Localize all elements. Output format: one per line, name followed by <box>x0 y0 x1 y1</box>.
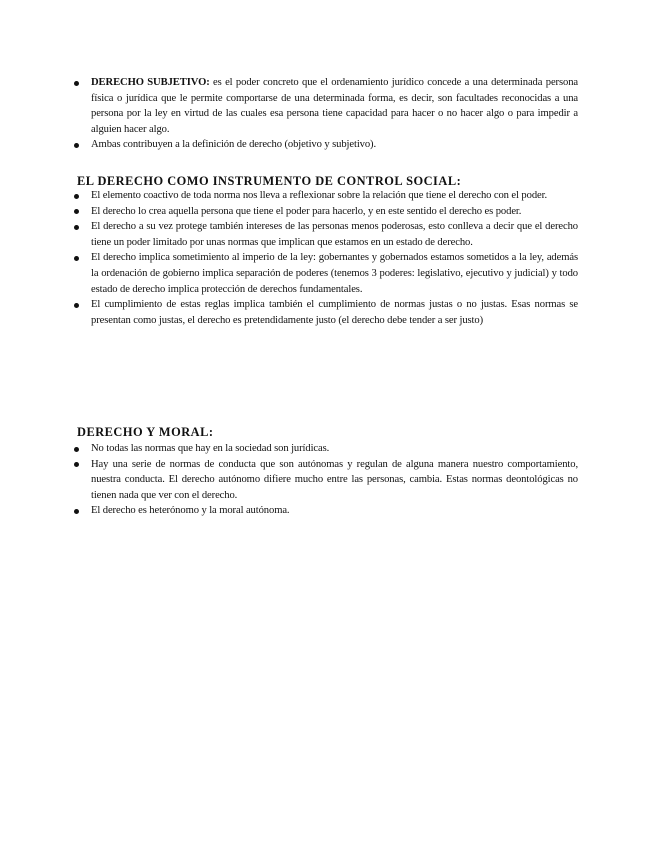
list-item <box>74 219 578 250</box>
bullet-icon <box>74 225 79 230</box>
section-heading-derecho-y-moral: DERECHO Y MORAL: <box>77 425 214 439</box>
bullet-icon <box>74 143 79 148</box>
bullet-icon <box>74 194 79 199</box>
item-text: Ambas contribuyen a la definición de derecho (objetivo y subjetivo). <box>91 139 377 151</box>
list-item <box>74 137 578 153</box>
list-item <box>74 75 578 137</box>
list-item <box>74 188 578 204</box>
bullet-icon <box>74 447 79 452</box>
bullet-list-control-social <box>74 188 578 328</box>
list-item <box>74 503 578 519</box>
list-item <box>74 250 578 297</box>
item-text: El cumplimiento de estas reglas implica también el cumplimiento de normas justas o no justas. Esas normas se presentan como justas, el derecho es pretendidamente justo (el derecho debe tender a ser justo) <box>91 299 578 326</box>
list-item <box>74 457 578 504</box>
bullet-list-derecho-subjetivo <box>74 75 578 153</box>
term-label: DERECHO SUBJETIVO: <box>91 77 210 88</box>
bullet-icon <box>74 209 79 214</box>
bullet-icon <box>74 462 79 467</box>
bullet-icon <box>74 81 79 86</box>
item-text: El derecho es heterónomo y la moral autónoma. <box>91 505 290 517</box>
bullet-icon <box>74 303 79 308</box>
bullet-icon <box>74 509 79 514</box>
item-text: No todas las normas que hay en la sociedad son jurídicas. <box>91 443 330 454</box>
item-text: El derecho implica sometimiento al imperio de la ley: gobernantes y gobernados estamos sometidos a la ley, además la ordenación de gobierno implica separación de poderes (tenemos 3 poderes: legislativo, ejecutivo y judicial) y todo estado de derecho implica protección de derechos fundamentales. <box>91 252 578 295</box>
item-text: es el poder concreto que el ordenamiento jurídico concede a una determinada persona física o jurídica que le permite comportarse de una determinada forma, es decir, son facultades reconocidas a una persona por la ley en virtud de las cuales esa persona tiene capacidad para hacer o no hacer algo o para impedir a alguien hacer algo. <box>91 77 578 135</box>
list-item <box>74 204 578 220</box>
item-text: El derecho lo crea aquella persona que tiene el poder para hacerlo, y en este sentido el derecho es poder. <box>91 205 522 217</box>
list-item <box>74 297 578 328</box>
item-text: El derecho a su vez protege también intereses de las personas menos poderosas, esto conlleva a decir que el derecho tiene un poder limitado por unas normas que implican que estamos en un estado de derecho. <box>91 221 578 248</box>
bullet-icon <box>74 256 79 261</box>
bullet-list-derecho-y-moral <box>74 441 578 519</box>
section-heading-control-social: EL DERECHO COMO INSTRUMENTO DE CONTROL SOCIAL: <box>77 174 462 188</box>
item-text: Hay una serie de normas de conducta que son autónomas y regulan de alguna manera nuestro comportamiento, nuestra conducta. El derecho autónomo difiere mucho entre las personas, cambia. Estas normas deontológicas no tienen nada que ver con el derecho. <box>91 458 578 501</box>
list-item <box>74 441 578 457</box>
item-text: El elemento coactivo de toda norma nos lleva a reflexionar sobre la relación que tiene el derecho con el poder. <box>91 190 548 201</box>
